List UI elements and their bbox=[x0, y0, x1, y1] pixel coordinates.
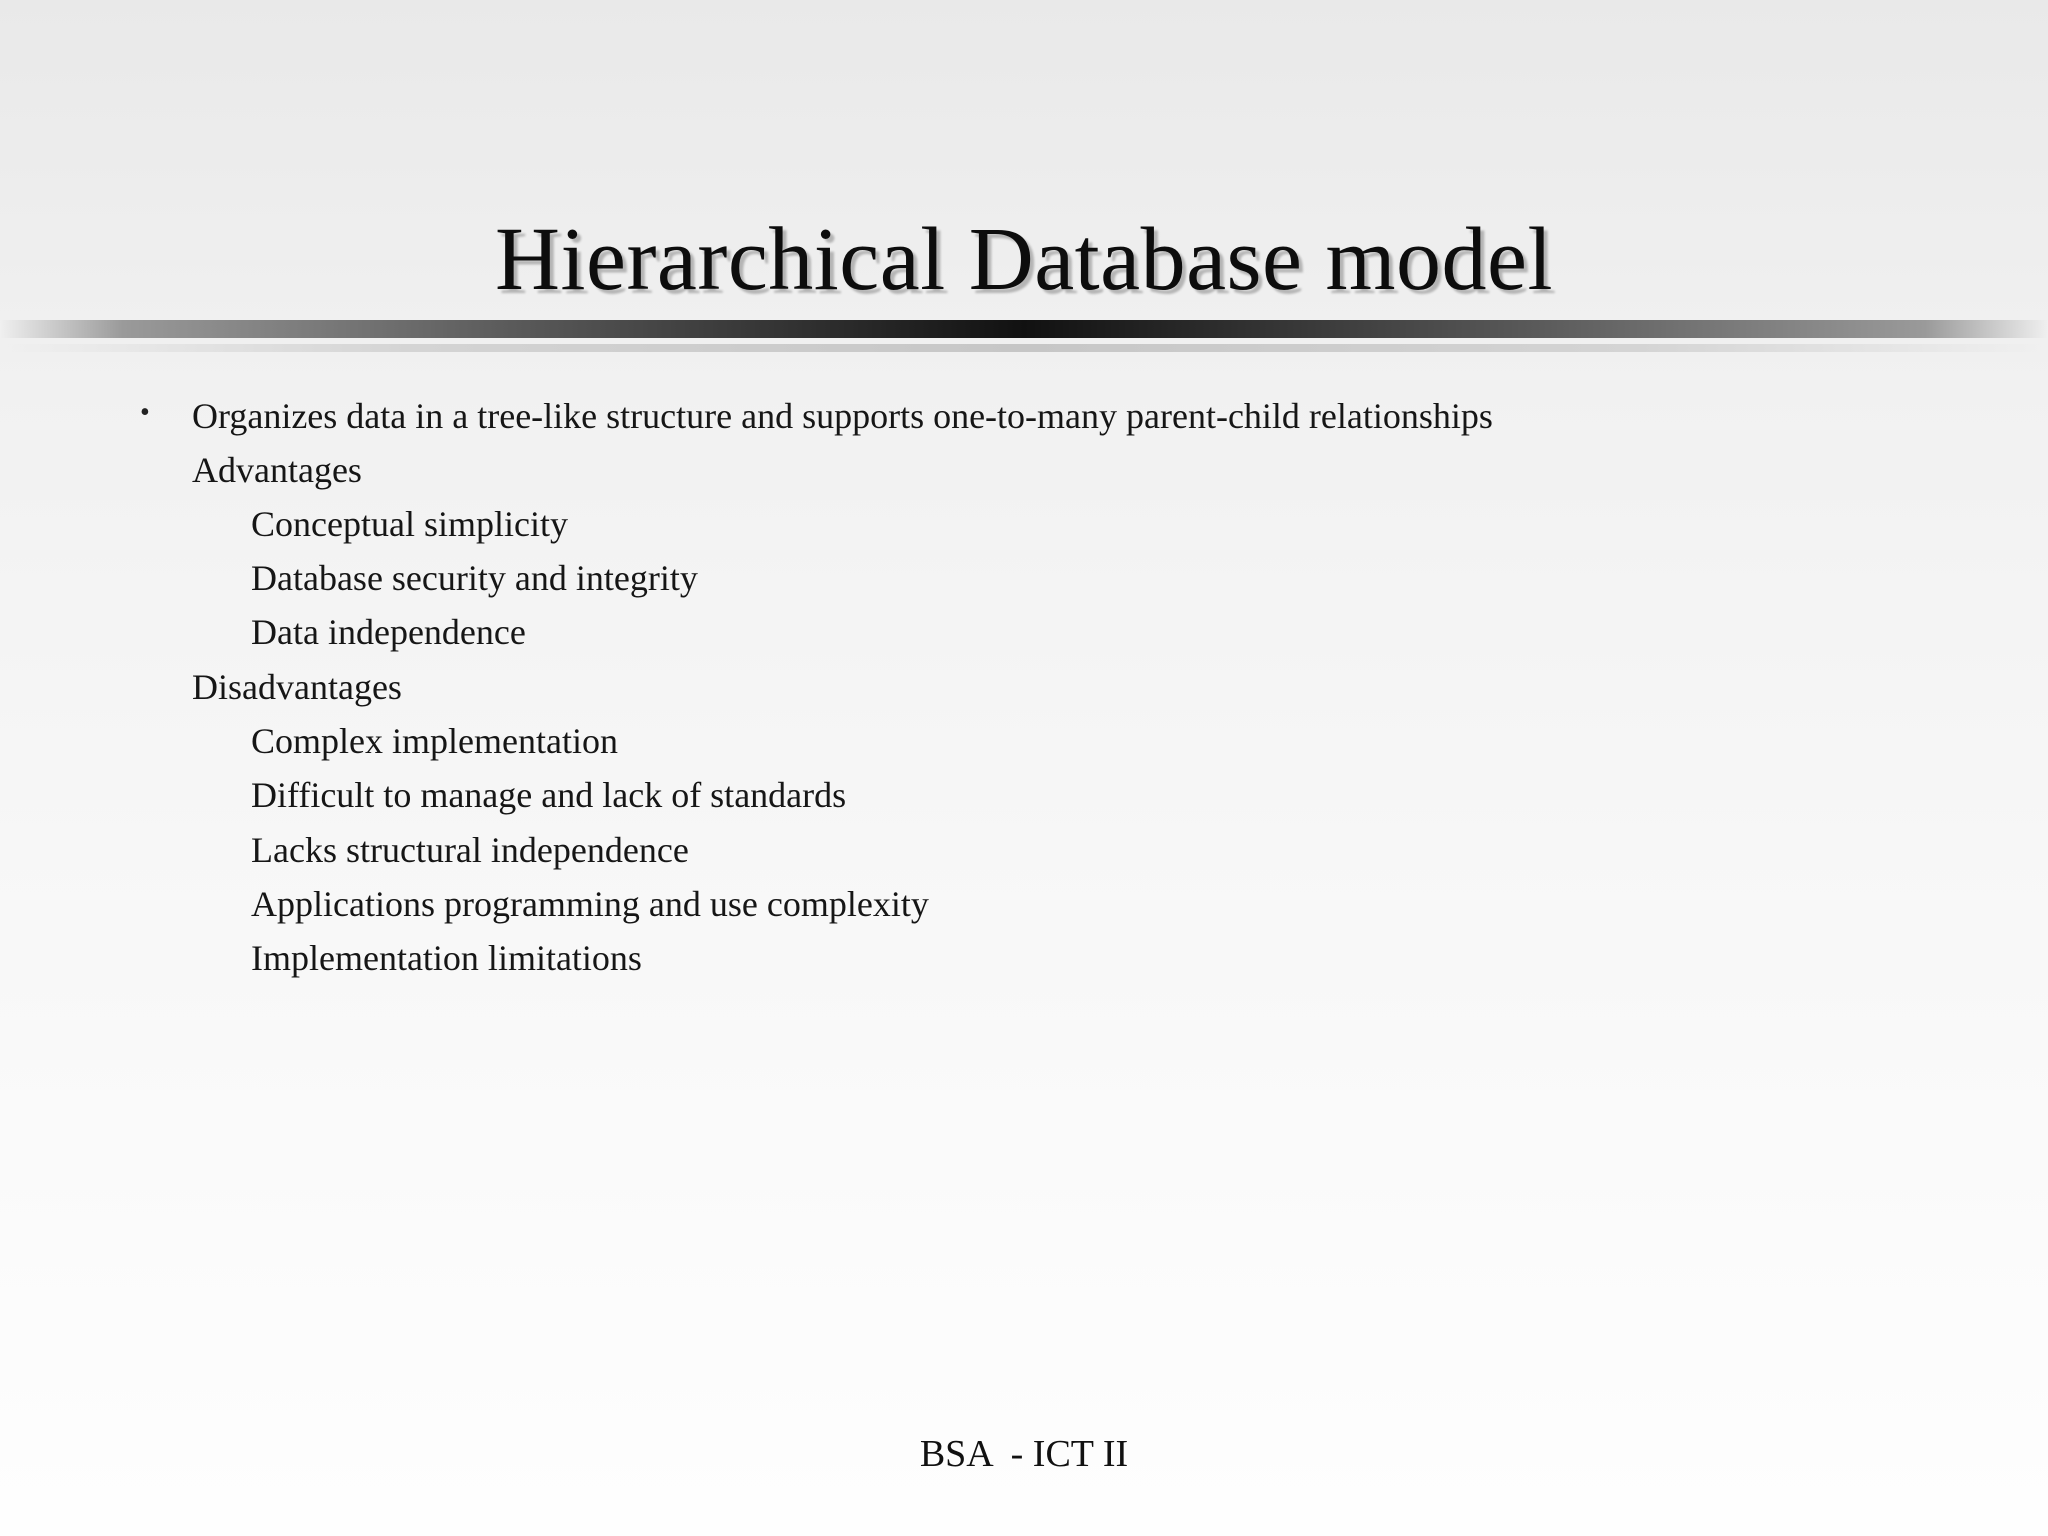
title-divider bbox=[0, 320, 2048, 338]
advantage-item: Conceptual simplicity bbox=[251, 504, 568, 544]
slide-footer: BSA - ICT II bbox=[919, 1433, 1129, 1475]
advantages-heading: Advantages bbox=[192, 450, 362, 490]
disadvantage-item: Lacks structural independence bbox=[251, 830, 689, 870]
disadvantage-item: Implementation limitations bbox=[251, 938, 642, 978]
disadvantage-item: Applications programming and use complexity bbox=[251, 884, 929, 924]
disadvantage-item: Complex implementation bbox=[251, 721, 618, 761]
disadvantages-heading: Disadvantages bbox=[192, 667, 402, 707]
title-divider-shadow bbox=[0, 344, 2048, 352]
advantage-item: Database security and integrity bbox=[251, 558, 698, 598]
advantage-item: Data independence bbox=[251, 612, 526, 652]
bullet-dot-icon: • bbox=[140, 397, 150, 428]
main-point-text: Organizes data in a tree-like structure and supports one-to-many parent-child relationships bbox=[192, 396, 1493, 436]
slide-title: Hierarchical Database model bbox=[495, 210, 1553, 309]
disadvantage-item: Difficult to manage and lack of standards bbox=[251, 775, 847, 815]
